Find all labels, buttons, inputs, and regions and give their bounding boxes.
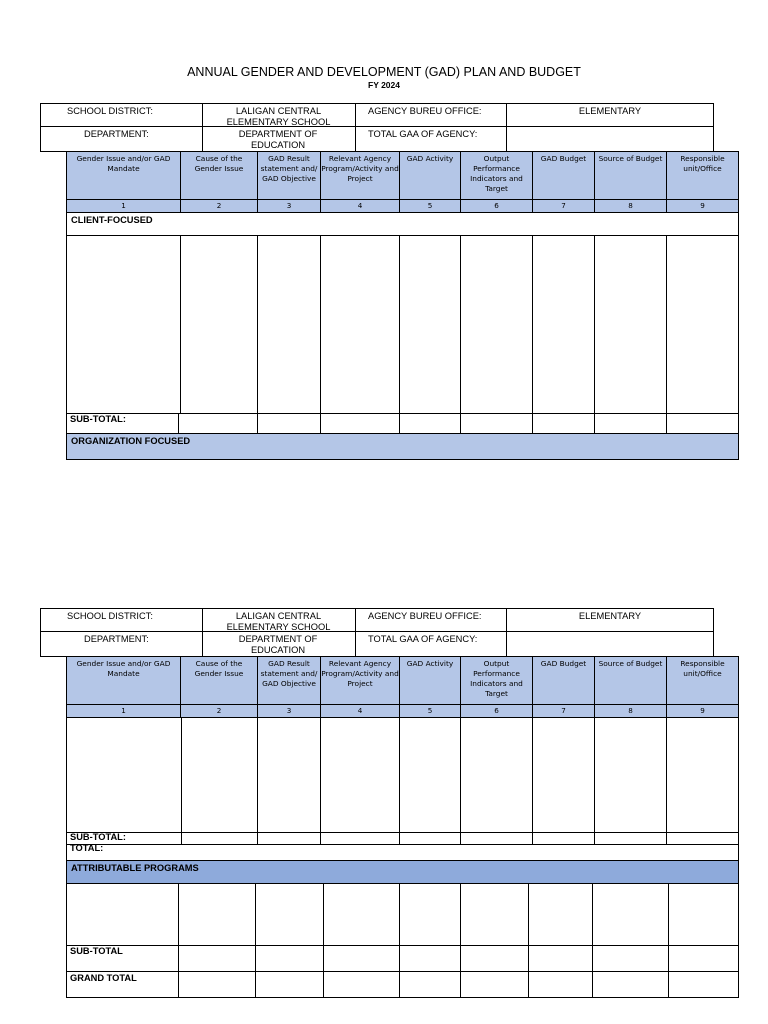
column-header (399, 151, 461, 200)
table-cell (178, 883, 256, 946)
column-number (666, 199, 739, 213)
table-cell (528, 971, 593, 998)
column-number (399, 704, 461, 718)
column-number (320, 704, 400, 718)
column-header (460, 151, 533, 200)
column-header (66, 656, 181, 705)
table-cell (460, 235, 533, 414)
table-cell (255, 945, 324, 972)
column-number (66, 199, 181, 213)
table-cell (66, 717, 182, 833)
total-gaa-label: TOTAL GAA OF AGENCY: (368, 634, 478, 644)
column-number-label: 4 (357, 201, 363, 210)
column-header-label: Source of Budget (598, 154, 663, 163)
column-header (532, 656, 595, 705)
column-number (257, 199, 321, 213)
column-header-label: Output Performance Indicators and Target (470, 659, 523, 698)
column-header-label: Relevant Agency Program/Activity and Project (321, 659, 399, 688)
info-cell (506, 631, 714, 657)
column-number-label: 8 (628, 706, 633, 715)
table-cell (594, 717, 667, 833)
info-cell (506, 126, 714, 152)
column-number (66, 704, 181, 718)
column-header-label: Gender Issue and/or GAD Mandate (76, 154, 171, 173)
department-value: DEPARTMENT OF EDUCATION (238, 129, 318, 150)
column-number (594, 199, 667, 213)
column-number-label: 2 (216, 201, 222, 210)
table-cell (666, 413, 739, 434)
column-number (257, 704, 321, 718)
fiscal-year: FY 2024 (368, 80, 400, 90)
document-title: ANNUAL GENDER AND DEVELOPMENT (GAD) PLAN AND BUDGET (187, 65, 581, 79)
table-cell (178, 945, 256, 972)
table-cell (257, 235, 321, 414)
table-cell (66, 235, 181, 414)
table-cell (320, 235, 400, 414)
client-focused-row (66, 212, 739, 236)
column-number-label: 3 (286, 706, 292, 715)
table-cell (399, 971, 461, 998)
organization-focused-row-label: ORGANIZATION FOCUSED (71, 436, 191, 446)
grand-total-label: GRAND TOTAL (70, 973, 137, 983)
column-header (180, 151, 258, 200)
column-number-label: 6 (494, 201, 499, 210)
school-district-label: SCHOOL DISTRICT: (67, 106, 153, 116)
column-header-label: GAD Activity (406, 659, 454, 668)
sub-total-plain-label: SUB-TOTAL (70, 946, 123, 956)
table-cell (668, 971, 739, 998)
school-district-value: LALIGAN CENTRAL ELEMENTARY SCHOOL (226, 106, 331, 127)
table-cell (594, 413, 667, 434)
table-cell (399, 883, 461, 946)
table-cell (668, 945, 739, 972)
column-header-label: Responsible unit/Office (680, 154, 725, 173)
column-header (594, 151, 667, 200)
column-header (532, 151, 595, 200)
agency-office-label: AGENCY BUREU OFFICE: (368, 611, 482, 621)
column-header-label: GAD Activity (406, 154, 454, 163)
column-number (320, 199, 400, 213)
column-header-label: GAD Budget (540, 659, 587, 668)
school-district-label: SCHOOL DISTRICT: (67, 611, 153, 621)
sub-total-label-2: SUB-TOTAL: (70, 832, 126, 842)
table-cell (594, 235, 667, 414)
column-number (180, 704, 258, 718)
table-cell (257, 717, 321, 833)
table-cell (460, 945, 529, 972)
table-cell (399, 235, 461, 414)
attributable-programs-row-label: ATTRIBUTABLE PROGRAMS (71, 863, 199, 873)
column-number-label: 9 (700, 706, 705, 715)
total-label: TOTAL: (70, 843, 104, 853)
column-header (257, 151, 321, 200)
column-number-label: 1 (121, 201, 126, 210)
column-header (257, 656, 321, 705)
column-number (532, 199, 595, 213)
column-number-label: 8 (628, 201, 633, 210)
column-header (666, 151, 739, 200)
column-number (460, 704, 533, 718)
table-cell (460, 971, 529, 998)
department-label: DEPARTMENT: (84, 129, 149, 139)
organization-focused-row (66, 433, 739, 460)
column-header (399, 656, 461, 705)
column-number (532, 704, 595, 718)
table-cell (178, 971, 256, 998)
column-header (320, 151, 400, 200)
table-cell (257, 413, 321, 434)
table-cell (460, 883, 529, 946)
table-cell (255, 883, 324, 946)
column-header (66, 151, 181, 200)
column-header-label: Output Performance Indicators and Target (470, 154, 523, 193)
column-header-label: Source of Budget (598, 659, 663, 668)
column-number-label: 5 (427, 706, 433, 715)
column-header-label: Cause of the Gender Issue (194, 154, 244, 173)
column-number (666, 704, 739, 718)
column-number (399, 199, 461, 213)
column-number (460, 199, 533, 213)
table-cell (668, 883, 739, 946)
column-number-label: 2 (216, 706, 222, 715)
table-cell (323, 883, 400, 946)
table-cell (399, 717, 461, 833)
column-header-label: Gender Issue and/or GAD Mandate (76, 659, 171, 678)
table-cell (592, 971, 669, 998)
department-value: DEPARTMENT OF EDUCATION (238, 634, 318, 655)
table-cell (528, 945, 593, 972)
column-header-label: Responsible unit/Office (680, 659, 725, 678)
school-district-value: LALIGAN CENTRAL ELEMENTARY SCHOOL (226, 611, 331, 632)
table-cell (528, 883, 593, 946)
sub-total-label: SUB-TOTAL: (70, 414, 126, 424)
table-cell (320, 717, 400, 833)
table-cell (460, 413, 533, 434)
column-header-label: GAD Budget (540, 154, 587, 163)
column-header-label: Relevant Agency Program/Activity and Project (321, 154, 399, 183)
column-header-label: GAD Result statement and/ GAD Objective (260, 659, 318, 688)
table-cell (181, 717, 258, 833)
agency-office-value: ELEMENTARY (578, 106, 642, 116)
table-cell (532, 717, 595, 833)
table-cell (320, 413, 400, 434)
table-cell (255, 971, 324, 998)
total-gaa-label: TOTAL GAA OF AGENCY: (368, 129, 478, 139)
column-header (594, 656, 667, 705)
table-cell (460, 717, 533, 833)
table-cell (178, 413, 258, 434)
column-number (594, 704, 667, 718)
table-cell (66, 883, 179, 946)
column-header (666, 656, 739, 705)
column-number-label: 1 (121, 706, 126, 715)
column-number-label: 9 (700, 201, 705, 210)
table-cell (532, 413, 595, 434)
table-cell (592, 945, 669, 972)
department-label: DEPARTMENT: (84, 634, 149, 644)
column-number-label: 7 (561, 201, 566, 210)
column-number-label: 4 (357, 706, 363, 715)
table-cell (323, 971, 400, 998)
column-number-label: 7 (561, 706, 566, 715)
table-cell (399, 413, 461, 434)
column-header-label: GAD Result statement and/ GAD Objective (260, 154, 318, 183)
attributable-programs-row (66, 860, 739, 884)
column-number-label: 5 (427, 201, 433, 210)
table-cell (180, 235, 258, 414)
client-focused-row-label: CLIENT-FOCUSED (71, 215, 153, 225)
column-header (180, 656, 258, 705)
column-number-label: 3 (286, 201, 292, 210)
column-number-label: 6 (494, 706, 499, 715)
table-cell (592, 883, 669, 946)
table-cell (532, 235, 595, 414)
column-number (180, 199, 258, 213)
table-cell (323, 945, 400, 972)
total-row (66, 844, 739, 861)
column-header (320, 656, 400, 705)
column-header-label: Cause of the Gender Issue (194, 659, 244, 678)
agency-office-label: AGENCY BUREU OFFICE: (368, 106, 482, 116)
column-header (460, 656, 533, 705)
table-cell (666, 717, 739, 833)
agency-office-value: ELEMENTARY (578, 611, 642, 621)
table-cell (666, 235, 739, 414)
table-cell (399, 945, 461, 972)
